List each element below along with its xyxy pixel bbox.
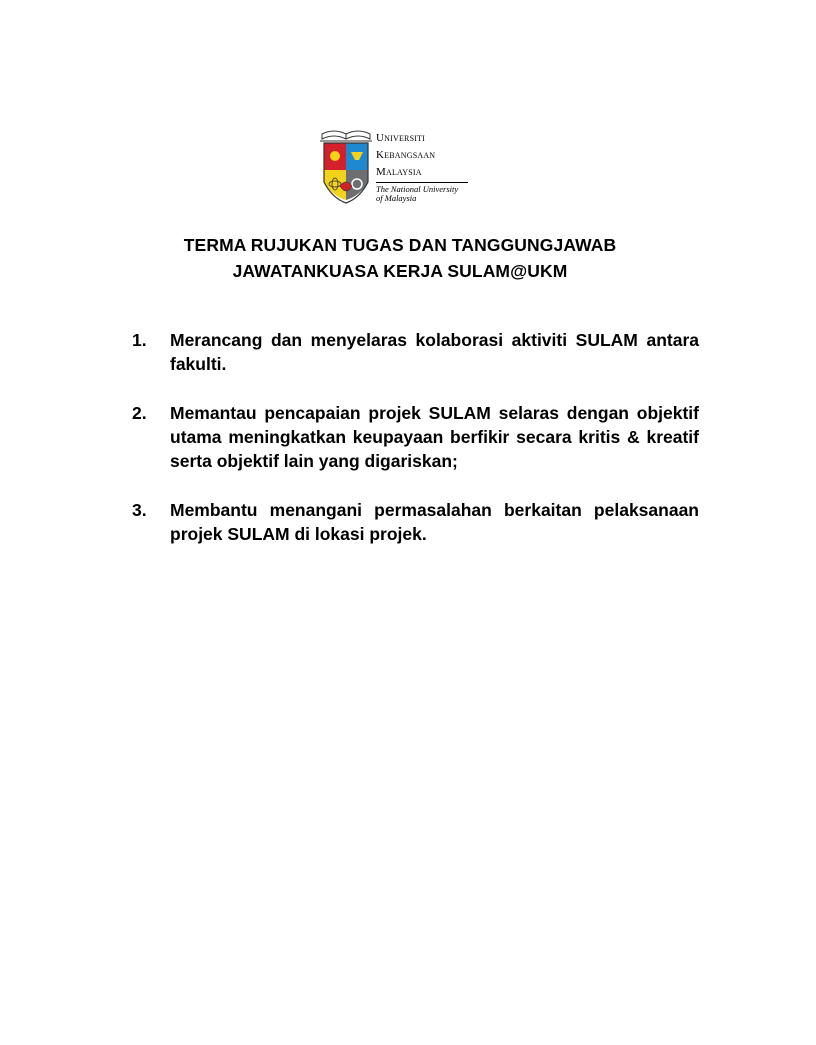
title-line-2: JAWATANKUASA KERJA SULAM@UKM: [232, 261, 568, 281]
logo-divider: [376, 182, 468, 183]
item-text: Memantau pencapaian projek SULAM selaras dengan objektif utama meningkatkan keupayaan berfikir secara kritis & kreatif serta objektif lain yang digariskan;: [170, 403, 699, 471]
university-logo: [318, 126, 478, 208]
list-item: [132, 328, 699, 376]
university-crest-icon: [318, 126, 374, 208]
item-text: Merancang dan menyelaras kolaborasi aktiviti SULAM antara fakulti.: [170, 330, 699, 374]
title-line-1: TERMA RUJUKAN TUGAS DAN TANGGUNGJAWAB: [183, 235, 617, 255]
logo-subtitle-line2: of Malaysia: [376, 193, 417, 203]
item-text: Membantu menangani permasalahan berkaitan pelaksanaan projek SULAM di lokasi projek.: [170, 500, 699, 544]
logo-word-malaysia: Malaysia: [376, 166, 422, 178]
list-item: [132, 498, 699, 546]
logo-wordmark: [376, 130, 476, 203]
list-item: [132, 401, 699, 473]
item-number: 1.: [132, 330, 147, 350]
item-number: 2.: [132, 403, 147, 423]
terms-list: [132, 328, 699, 571]
logo-word-universiti: Universiti: [376, 132, 426, 144]
item-number: 3.: [132, 500, 147, 520]
document-title: [100, 232, 700, 284]
logo-subtitle-line1: The National University: [376, 184, 459, 194]
logo-word-kebangsaan: Kebangsaan: [376, 149, 436, 161]
